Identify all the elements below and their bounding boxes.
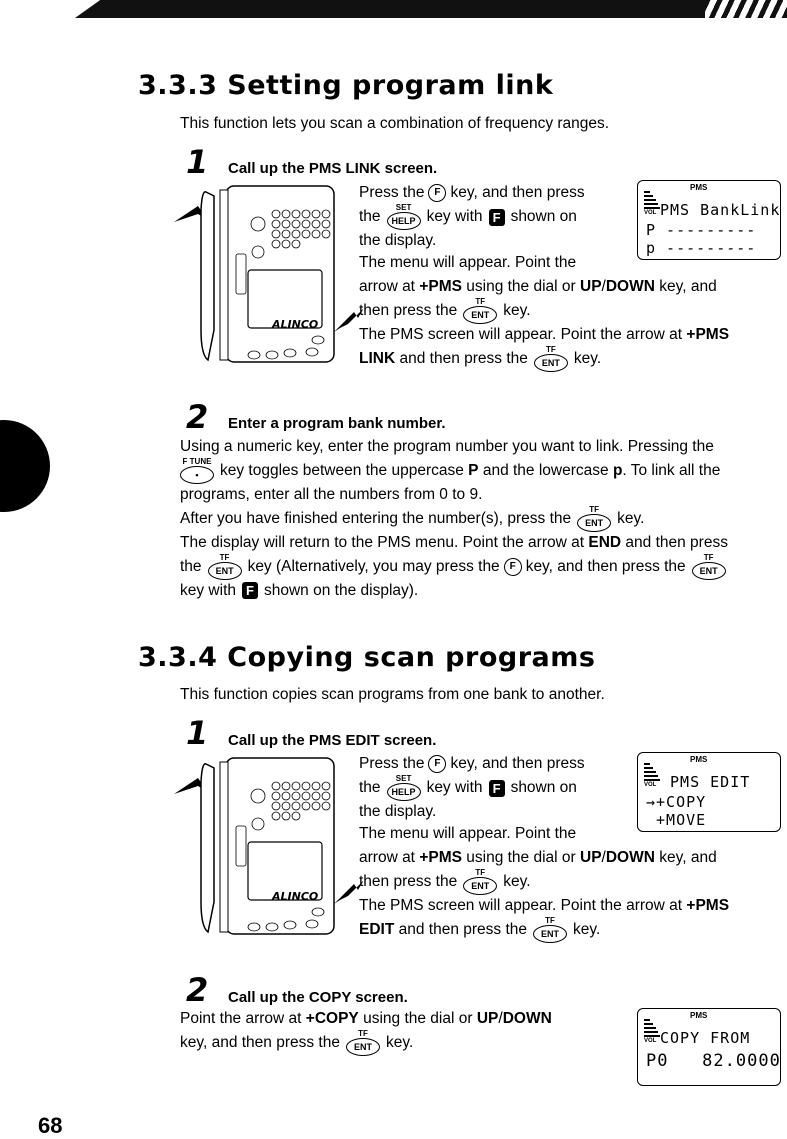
f-key-icon: F xyxy=(504,558,522,576)
lcd-display: PMS VOL COPY FROM P0 82.0000 xyxy=(637,1008,781,1086)
f-indicator-icon: F xyxy=(242,582,258,599)
help-key-icon: SET HELP xyxy=(387,783,421,801)
f-indicator-icon: F xyxy=(489,209,505,226)
f-indicator-icon: F xyxy=(489,780,505,797)
step-number: 2 xyxy=(186,398,209,436)
page-number: 68 xyxy=(38,1113,63,1138)
radio-illustration xyxy=(168,752,363,942)
header-bar xyxy=(75,0,705,18)
lcd-display: PMS VOL PMS BankLink P --------- p --------- xyxy=(637,180,781,260)
ent-key-icon: TF ENT xyxy=(533,925,567,943)
lcd-display: PMS VOL PMS EDIT →+COPY +MOVE xyxy=(637,752,781,832)
ent-key-icon: TF ENT xyxy=(463,877,497,895)
step-title: Enter a program bank number. xyxy=(228,415,446,432)
section-heading-334: 3.3.4 Copying scan programs xyxy=(138,642,596,673)
section-intro-334: This function copies scan programs from one bank to another. xyxy=(180,686,605,703)
step-text-block: Press the F key, and then press the SET HELP key with F shown on the display. The menu will appear. Point the xyxy=(359,184,585,271)
step-number: 1 xyxy=(186,714,209,752)
step-text-block: arrow at +PMS using the dial or UP/DOWN key, and then press the TF ENT key. The PMS screen will appear. Point the arrow at +PMS EDIT and then press the TF ENT key. xyxy=(359,847,779,943)
step-title: Call up the PMS LINK screen. xyxy=(228,160,438,177)
step-text-block: arrow at +PMS using the dial or UP/DOWN key, and then press the TF ENT key. The PMS screen will appear. Point the arrow at +PMS LINK and then press the TF ENT key. xyxy=(359,276,779,372)
step-number: 2 xyxy=(186,971,209,1009)
f-key-icon: F xyxy=(428,184,446,202)
ent-key-icon: TF ENT xyxy=(534,354,568,372)
brand-logo: ALINCO xyxy=(272,890,319,903)
step-number: 1 xyxy=(186,143,209,181)
section-heading-333: 3.3.3 Setting program link xyxy=(138,70,554,101)
step-title: Call up the PMS EDIT screen. xyxy=(228,732,437,749)
section-intro-333: This function lets you scan a combination of frequency ranges. xyxy=(180,115,610,132)
radio-illustration xyxy=(168,180,363,370)
f-key-icon: F xyxy=(428,755,446,773)
step-text-block: Using a numeric key, enter the program number you want to link. Pressing the F TUNE • key toggles between the uppercase P and the lowercase p. To link all the programs, enter all the numbers from 0 to 9. After you have finished entering the number(s), press the TF ENT key. The display will return to the PMS menu. Point the arrow at END and then press the TF ENT key (Alternatively, you may press the F key, and then press the TF ENT key with F shown on the display). xyxy=(180,438,728,599)
ent-key-icon: TF ENT xyxy=(463,306,497,324)
header-stripes xyxy=(705,0,787,18)
chapter-tab xyxy=(0,420,50,512)
step-text-block: Press the F key, and then press the SET HELP key with F shown on the display. The menu will appear. Point the xyxy=(359,755,585,842)
step-title: Call up the COPY screen. xyxy=(228,989,408,1006)
ent-key-icon: TF ENT xyxy=(692,562,726,580)
ent-key-icon: TF ENT xyxy=(346,1038,380,1056)
ent-key-icon: TF ENT xyxy=(577,514,611,532)
step-text-block: Point the arrow at +COPY using the dial or UP/DOWN key, and then press the TF ENT key. xyxy=(180,1008,620,1056)
dot-key-icon: F TUNE • xyxy=(180,466,214,484)
brand-logo: ALINCO xyxy=(272,318,319,331)
help-key-icon: SET HELP xyxy=(387,212,421,230)
ent-key-icon: TF ENT xyxy=(208,562,242,580)
